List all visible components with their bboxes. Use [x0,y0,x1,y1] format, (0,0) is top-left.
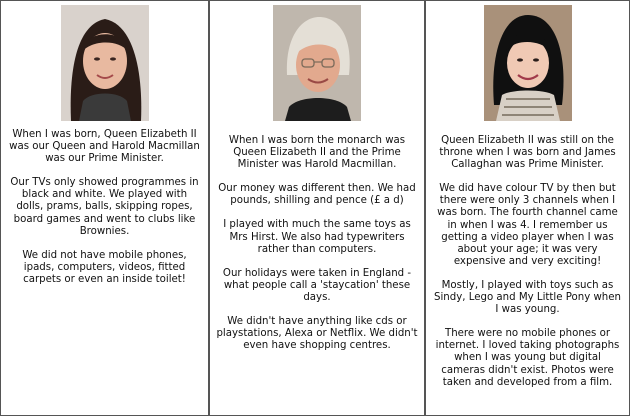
column-text-3 [432,135,623,401]
column-person-3 [425,0,630,416]
paragraph: Queen Elizabeth II was still on the throne when I was born and James Callaghan was Prime Minister. [439,135,616,171]
paragraph: Our money was different then. We had pounds, shilling and pence (£ a d) [218,183,416,207]
portrait-woman-dark-hair-icon [61,5,149,121]
paragraph: Our TVs only showed programmes in black and white. We played with dolls, prams, balls, skipping ropes, board games and went to clubs like Brownies. [10,177,199,237]
portrait-woman-grey-hair-glasses-icon [273,5,361,121]
paragraph: There were no mobile phones or internet. I loved taking photographs when I was young but digital cameras didn't exist. Photos were taken and developed from a film. [435,328,620,388]
paragraph: When I was born the monarch was Queen Elizabeth II and the Prime Minister was Harold Macmillan. [228,135,406,171]
portrait-photo-1 [61,5,149,121]
paragraph: When I was born, Queen Elizabeth II was our Queen and Harold Macmillan was our Prime Minister. [9,129,200,165]
paragraph: Our holidays were taken in England - what people call a 'staycation' these days. [222,267,412,303]
paragraph: Mostly, I played with toys such as Sindy, Lego and My Little Pony when I was young. [434,279,621,316]
paragraph: We did have colour TV by then but there were only 3 channels when I was born. The fourth channel came in when I was 4. I remember us getting a video player when I was about your age; it was very expensive and very exciting! [437,183,618,267]
column-text-2 [216,135,418,364]
paragraph: We didn't have anything like cds or playstations, Alexa or Netflix. We didn't even have shopping centres. [216,316,418,352]
column-text-1 [7,129,202,298]
column-person-1 [0,0,209,416]
portrait-photo-3 [484,5,572,121]
portrait-photo-2 [273,5,361,121]
portrait-woman-black-hair-scarf-icon [484,5,572,121]
column-person-2 [209,0,425,416]
paragraph: I played with much the same toys as Mrs Hirst. We also had typewriters rather than computers. [223,219,411,255]
paragraph: We did not have mobile phones, ipads, computers, videos, fitted carpets or even an inside toilet! [22,249,187,285]
